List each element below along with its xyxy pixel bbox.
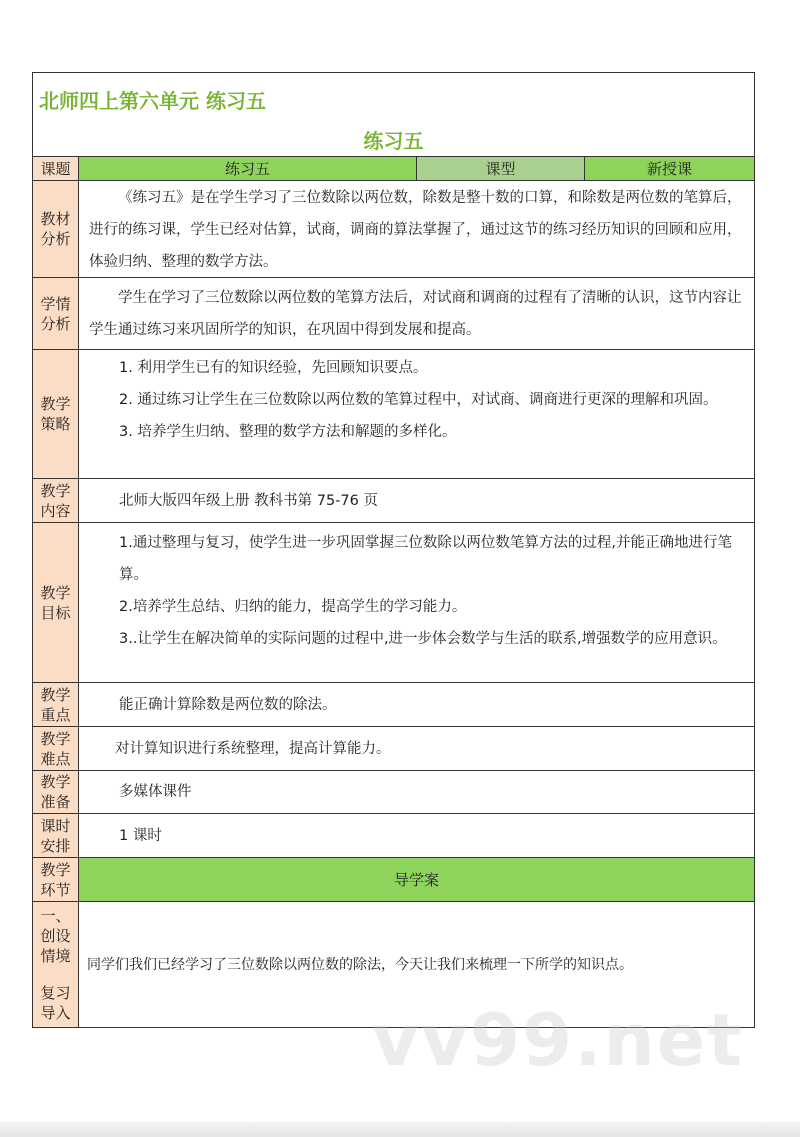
materials-analysis-row (33, 181, 754, 278)
lesson-type-value: 新授课 (585, 157, 754, 180)
student-analysis-content (79, 278, 754, 349)
step-one-text: 同学们我们已经学习了三位数除以两位数的除法，今天让我们来梳理一下所学的知识点。 (87, 956, 633, 973)
strategy-item: 3. 培养学生归纳、整理的数学方法和解题的多样化。 (119, 424, 457, 440)
teaching-content-text: 北师大版四年级上册 教科书第 75-76 页 (119, 492, 378, 509)
materials-analysis-content (79, 181, 754, 277)
document-title: 北师四上第六单元 练习五 (39, 89, 266, 113)
topic-value: 练习五 (79, 157, 417, 180)
step-one-label-top: 一、创设情境 (40, 907, 71, 965)
teaching-goals-row (33, 523, 754, 683)
process-header-label: 教学环节 (33, 858, 79, 901)
preparation-row (33, 771, 754, 814)
document-header (33, 73, 754, 157)
key-points-label: 教学重点 (33, 683, 79, 726)
schedule-content (79, 814, 754, 857)
teaching-content-row (33, 479, 754, 523)
difficulties-content (79, 727, 754, 770)
goal-item: 1.通过整理与复习，使学生进一步巩固掌握三位数除以两位数笔算方法的过程,并能正确地进行笔算。 (119, 535, 732, 583)
document-subtitle: 练习五 (363, 129, 424, 153)
teaching-strategy-content (79, 350, 754, 478)
schedule-label: 课时安排 (33, 814, 79, 857)
preparation-label: 教学准备 (33, 771, 79, 813)
teaching-goals-label: 教学目标 (33, 523, 79, 682)
materials-analysis-text: 《练习五》是在学生学习了三位数除以两位数，除数是整十数的口算，和除数是两位数的笔算后，进行的练习课，学生已经对估算，试商，调商的算法掌握了，通过这节的练习经历知识的回顾和应用，体验归纳、整理的数学方法。 (89, 190, 742, 270)
step-one-label (33, 902, 79, 1027)
teaching-strategy-row (33, 350, 754, 479)
lesson-type-label: 课型 (417, 157, 585, 180)
page-bottom-edge (0, 1122, 800, 1137)
preparation-content (79, 771, 754, 813)
teaching-content-content (79, 479, 754, 522)
student-analysis-row (33, 278, 754, 350)
watermark: vv99.net (372, 998, 744, 1082)
key-points-content (79, 683, 754, 726)
difficulties-row (33, 727, 754, 771)
process-header-row (33, 858, 754, 902)
materials-analysis-label: 教材分析 (33, 181, 79, 277)
goal-item: 3..让学生在解决简单的实际问题的过程中,进一步体会数学与生活的联系,增强数学的应用意识。 (119, 631, 727, 647)
goal-item: 2.培养学生总结、归纳的能力，提高学生的学习能力。 (119, 599, 467, 615)
teaching-content-label: 教学内容 (33, 479, 79, 522)
topic-label: 课题 (33, 157, 79, 180)
teaching-strategy-label: 教学策略 (33, 350, 79, 478)
topic-row (33, 157, 754, 181)
schedule-text: 1 课时 (119, 827, 162, 844)
teaching-goals-content (79, 523, 754, 682)
key-points-text: 能正确计算除数是两位数的除法。 (119, 696, 337, 713)
process-header-title: 导学案 (79, 858, 754, 901)
student-analysis-text: 学生在学习了三位数除以两位数的笔算方法后，对试商和调商的过程有了清晰的认识，这节内容让学生通过练习来巩固所学的知识，在巩固中得到发展和提高。 (89, 290, 742, 338)
step-one-label-bottom: 复习导入 (40, 984, 71, 1022)
schedule-row (33, 814, 754, 858)
difficulties-label: 教学难点 (33, 727, 79, 770)
student-analysis-label: 学情分析 (33, 278, 79, 349)
key-points-row (33, 683, 754, 727)
difficulties-text: 对计算知识进行系统整理，提高计算能力。 (115, 740, 391, 757)
lesson-plan-document (32, 72, 755, 1028)
preparation-text: 多媒体课件 (119, 784, 192, 800)
strategy-item: 1. 利用学生已有的知识经验，先回顾知识要点。 (119, 360, 428, 376)
strategy-item: 2. 通过练习让学生在三位数除以两位数的笔算过程中，对试商、调商进行更深的理解和巩固。 (119, 392, 718, 408)
